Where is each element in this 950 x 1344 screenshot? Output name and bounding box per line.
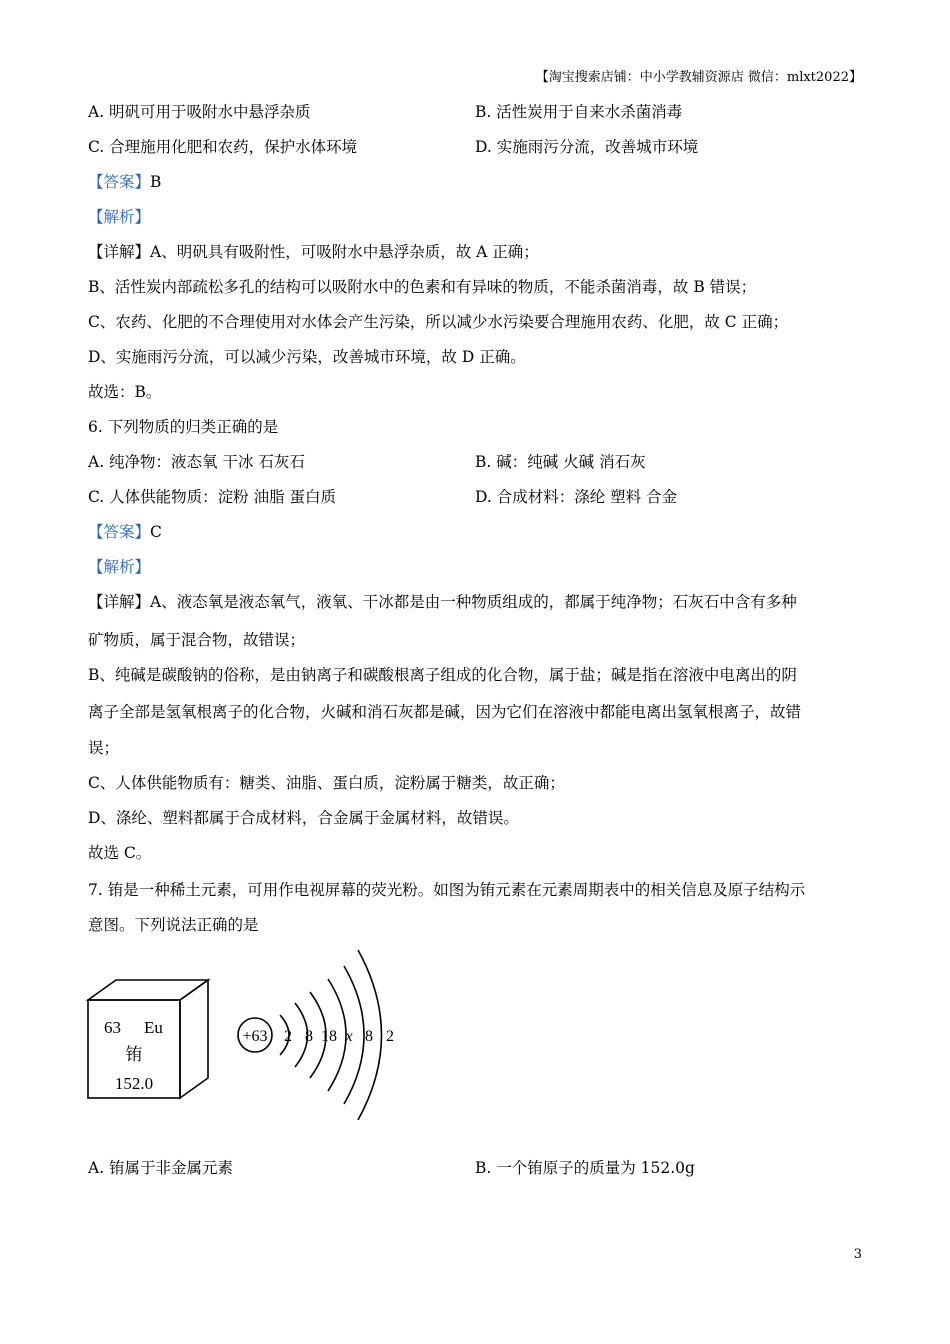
q6-detail-line: C、人体供能物质有：糖类、油脂、蛋白质，淀粉属于糖类，故正确； <box>88 774 565 792</box>
q5-answer <box>88 172 161 192</box>
q5-option-d: D. 实施雨污分流，改善城市环境 <box>475 138 699 156</box>
q6-option-d: D. 合成材料：涤纶 塑料 合金 <box>475 488 678 506</box>
q6-conclusion: 故选 C。 <box>88 844 152 862</box>
q6-option-a: A. 纯净物：液态氧 干冰 石灰石 <box>88 453 305 471</box>
atomic-mass: 152.0 <box>114 1074 154 1093</box>
nuclear-charge: +63 <box>242 1028 268 1045</box>
q5-option-a: A. 明矾可用于吸附水中悬浮杂质 <box>88 103 311 121</box>
shell-electrons-1: 2 <box>284 1028 292 1045</box>
atomic-number: 63 <box>104 1018 121 1037</box>
q5-answer-tag: 【答案】 <box>88 173 151 191</box>
q5-detail-text: A、明矾具有吸附性，可吸附水中悬浮杂质，故 A 正确； <box>150 243 539 261</box>
q6-detail-line: 矿物质，属于混合物，故错误； <box>88 631 306 649</box>
shell-electrons-2: 8 <box>305 1028 313 1045</box>
q5-analysis-tag: 【解析】 <box>88 208 151 226</box>
q6-detail-text: A、液态氧是液态氧气，液氧、干冰都是由一种物质组成的，都属于纯净物；石灰石中含有多种 <box>150 593 797 611</box>
page-number: 3 <box>853 1247 862 1262</box>
shell-electrons-4: x <box>345 1028 353 1045</box>
q6-detail-tag: 【详解】 <box>88 593 151 611</box>
q5-option-c: C. 合理施用化肥和农药，保护水体环境 <box>88 138 358 156</box>
element-symbol: Eu <box>144 1018 163 1037</box>
q7-stem: 意图。下列说法正确的是 <box>88 916 259 934</box>
europium-figure <box>80 940 410 1120</box>
q6-detail-line: 误； <box>88 739 120 757</box>
q6-answer <box>88 522 162 542</box>
q6-detail-line: 离子全部是氢氧根离子的化合物，火碱和消石灰都是碱，因为它们在溶液中都能电离出氢氧根离子，故错 <box>88 703 802 721</box>
shell-electrons-5: 8 <box>365 1028 373 1045</box>
element-name: 铕 <box>125 1045 143 1064</box>
q5-conclusion: 故选：B。 <box>88 383 162 401</box>
shell-electrons-3: 18 <box>321 1028 337 1045</box>
q7-option-a: A. 铕属于非金属元素 <box>88 1159 234 1177</box>
q6-option-c: C. 人体供能物质：淀粉 油脂 蛋白质 <box>88 488 337 506</box>
q5-detail-line: B、活性炭内部疏松多孔的结构可以吸附水中的色素和有异味的物质，不能杀菌消毒，故 B 错误； <box>88 278 757 296</box>
q6-stem: 6. 下列物质的归类正确的是 <box>88 418 279 436</box>
q5-detail-tag: 【详解】 <box>88 243 151 261</box>
q6-detail-line: B、纯碱是碳酸钠的俗称，是由钠离子和碳酸根离子组成的化合物，属于盐；碱是指在溶液中电离出的阴 <box>88 666 797 684</box>
q5-answer-value: B <box>150 173 162 191</box>
q5-option-b: B. 活性炭用于自来水杀菌消毒 <box>475 103 683 121</box>
q7-stem: 7. 铕是一种稀土元素，可用作电视屏幕的荧光粉。如图为铕元素在元素周期表中的相关信息及原子结构示 <box>88 881 806 899</box>
shell-electrons-6: 2 <box>386 1028 394 1045</box>
q6-answer-value: C <box>150 523 162 541</box>
q5-detail-line <box>88 242 539 262</box>
q6-detail-line <box>88 592 797 612</box>
q6-answer-tag: 【答案】 <box>88 523 151 541</box>
q6-detail-line: D、涤纶、塑料都属于合成材料，合金属于金属材料，故错误。 <box>88 809 519 827</box>
q5-detail-line: D、实施雨污分流，可以减少污染，改善城市环境，故 D 正确。 <box>88 348 526 366</box>
q7-option-b: B. 一个铕原子的质量为 152.0g <box>475 1159 695 1177</box>
page-header: 【淘宝搜索店铺：中小学教辅资源店 微信：mlxt2022】 <box>535 70 862 85</box>
q6-option-b: B. 碱：纯碱 火碱 消石灰 <box>475 453 646 471</box>
q6-analysis-tag: 【解析】 <box>88 558 151 576</box>
q5-detail-line: C、农药、化肥的不合理使用对水体会产生污染，所以减少水污染要合理施用农药、化肥，故 C 正确； <box>88 313 789 331</box>
